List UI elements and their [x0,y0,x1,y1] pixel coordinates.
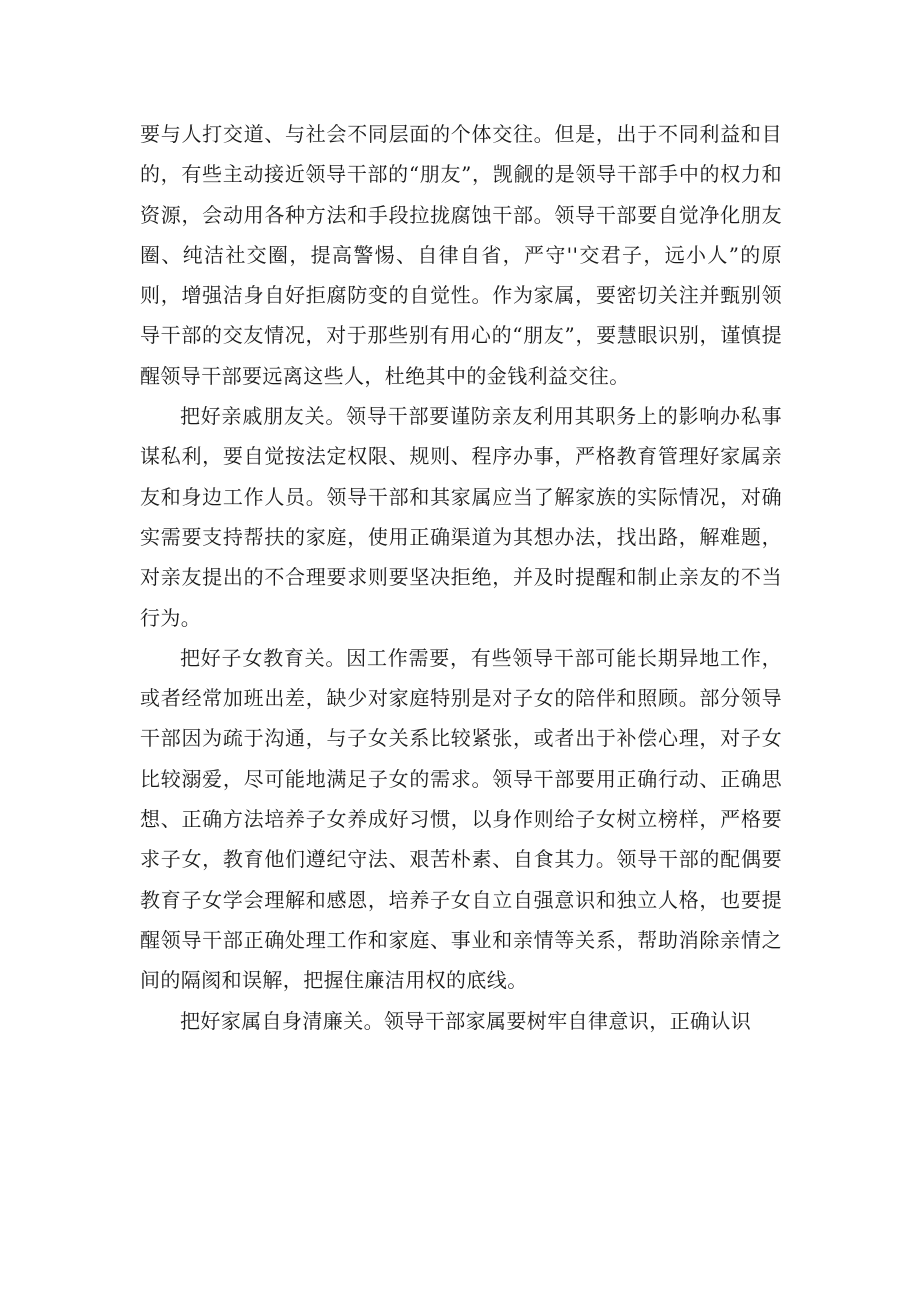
paragraph-friends-continuation: 要与人打交道、与社会不同层面的个体交往。但是，出于不同利益和目的，有些主动接近领导干部的“朋友”，觊觎的是领导干部手中的权力和资源，会动用各种方法和手段拉拢腐蚀干部。领导干部要自觉净化朋友圈、纯洁社交圈，提高警惕、自律自省，严守''交君子，远小人”的原则，增强洁身自好拒腐防变的自觉性。作为家属，要密切关注并甄别领导干部的交友情况，对于那些别有用心的“朋友”，要慧眼识别，谨慎提醒领导干部要远离这些人，杜绝其中的金钱利益交往。 [140,122,782,388]
paragraph-relatives: 把好亲戚朋友关。领导干部要谨防亲友利用其职务上的影响办私事谋私利，要自觉按法定权限、规则、程序办事，严格教育管理好家属亲友和身边工作人员。领导干部和其家属应当了解家族的实际情况，对确实需要支持帮扶的家庭，使用正确渠道为其想办法，找出路，解难题，对亲友提出的不合理要求则要坚决拒绝，并及时提醒和制止亲友的不当行为。 [140,404,782,630]
document-body [140,114,782,1041]
paragraph-family-integrity: 把好家属自身清廉关。领导干部家属要树牢自律意识，正确认识 [180,1008,752,1033]
paragraph-children-education: 把好子女教育关。因工作需要，有些领导干部可能长期异地工作，或者经常加班出差，缺少对家庭特别是对子女的陪伴和照顾。部分领导干部因为疏于沟通，与子女关系比较紧张，或者出于补偿心理，对子女比较溺爱，尽可能地满足子女的需求。领导干部要用正确行动、正确思想、正确方法培养子女养成好习惯，以身作则给子女树立榜样，严格要求子女，教育他们遵纪守法、艰苦朴素、自食其力。领导干部的配偶要教育子女学会理解和感恩，培养子女自立自强意识和独立人格，也要提醒领导干部正确处理工作和家庭、事业和亲情等关系，帮助消除亲情之间的隔阂和误解，把握住廉洁用权的底线。 [140,645,782,993]
